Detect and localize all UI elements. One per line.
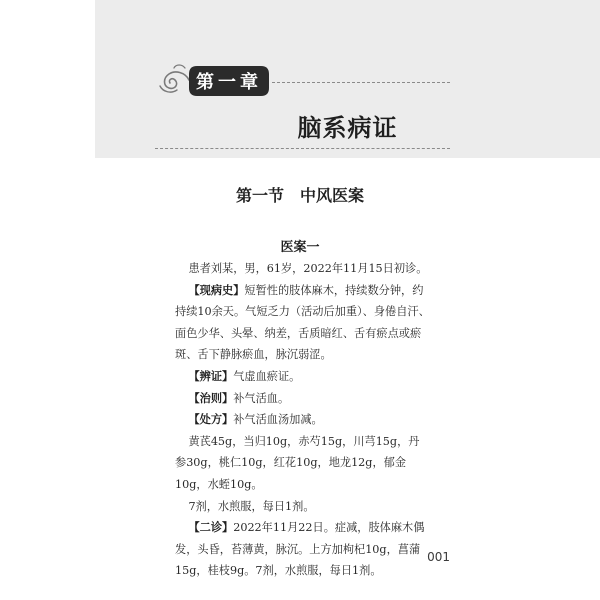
prescription-text: 补气活血汤加减。 bbox=[233, 413, 323, 427]
treatment-paragraph bbox=[175, 388, 430, 410]
history-tag: 【现病史】 bbox=[188, 283, 245, 297]
header-dotted-rule bbox=[272, 82, 450, 83]
case-body bbox=[175, 258, 430, 582]
diagnosis-tag: 【辨证】 bbox=[188, 369, 234, 383]
treatment-text: 补气活血。 bbox=[233, 391, 290, 405]
diagnosis-text: 气虚血瘀证。 bbox=[233, 369, 301, 383]
section-title: 第一节 中风医案 bbox=[235, 186, 364, 205]
prescription-paragraph bbox=[175, 409, 430, 431]
history-paragraph bbox=[175, 280, 430, 366]
followup-paragraph bbox=[175, 517, 430, 582]
prescription-tag: 【处方】 bbox=[188, 413, 234, 427]
case-intro: 患者刘某，男，61岁，2022年11月15日初诊。 bbox=[188, 262, 428, 275]
history-text: 短暂性的肢体麻木，持续数分钟，约持续10余天。气短乏力（活动后加重）、身倦自汗、面色少华、头晕、纳差，舌质暗红、舌有瘀点或瘀斑、舌下静脉瘀血，脉沉弱涩。 bbox=[175, 283, 430, 362]
chapter-badge bbox=[187, 64, 271, 98]
herbs-paragraph: 黄芪45g，当归10g，赤芍15g，川芎15g，丹参30g，桃仁10g，红花10g，地龙12g，郁金10g，水蛭10g。 bbox=[175, 434, 420, 491]
treatment-tag: 【治则】 bbox=[188, 391, 234, 405]
followup-tag: 【二诊】 bbox=[188, 521, 234, 535]
dosage-paragraph: 7剂，水煎服，每日1剂。 bbox=[188, 499, 315, 513]
page-number: 001 bbox=[427, 550, 450, 564]
case-title: 医案一 bbox=[280, 240, 320, 255]
header-bottom-dotted-rule bbox=[155, 148, 450, 149]
diagnosis-paragraph bbox=[175, 366, 430, 388]
followup-text: 2022年11月22日。症减，肢体麻木偶发，头昏，苔薄黄，脉沉。上方加枸杞10g，菖蒲15g，桂枝9g。7剂，水煎服，每日1剂。 bbox=[175, 521, 425, 578]
chapter-label: 第一章 bbox=[196, 72, 262, 93]
chapter-title: 脑系病证 bbox=[297, 114, 398, 142]
